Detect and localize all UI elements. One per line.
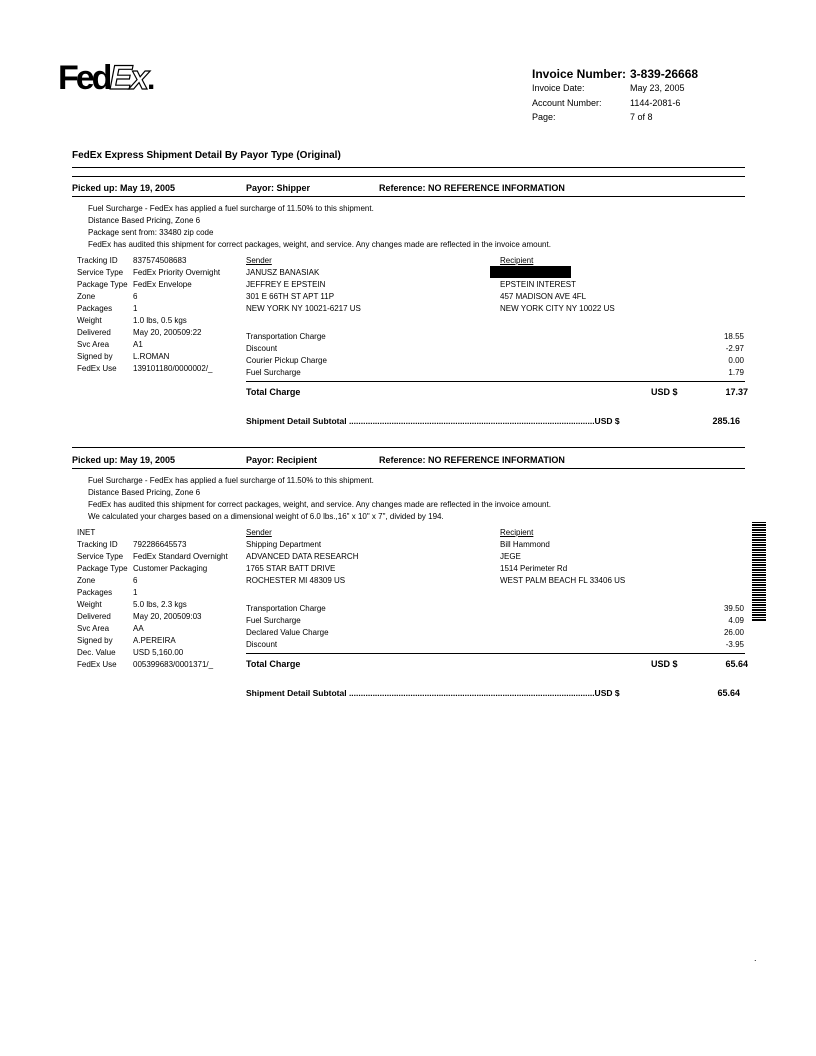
charge-amount: -3.95 [725, 640, 744, 649]
picked-up-date: Picked up: May 19, 2005 [72, 455, 176, 465]
detail-label: Delivered [77, 612, 111, 621]
detail-value: A.PEREIRA [133, 636, 176, 645]
shipment-detail-subtotal-label: Shipment Detail Subtotal ........................................................................................................USD $ [246, 416, 620, 426]
detail-value [133, 527, 228, 539]
charge-label: Fuel Surcharge [246, 368, 301, 377]
sender-block [246, 255, 361, 315]
logo-ex: Ex [109, 59, 148, 97]
detail-label: Package Type [77, 564, 128, 573]
recipient-line: Bill Hammond [500, 540, 550, 549]
shipment-detail-subtotal: 285.16 [712, 416, 740, 426]
footer-mark: . [754, 953, 757, 963]
charge-amounts [690, 603, 744, 651]
sender-label: Sender [246, 528, 272, 537]
detail-label: Package Type [77, 280, 128, 289]
detail-value: USD 5,160.00 [133, 648, 184, 657]
note-line: Distance Based Pricing, Zone 6 [88, 488, 201, 497]
divider [72, 196, 745, 197]
detail-value: FedEx Envelope [133, 280, 192, 289]
payor-type: Payor: Shipper [246, 183, 311, 193]
redaction-bar [490, 266, 571, 278]
sender-line: ROCHESTER MI 48309 US [246, 576, 346, 585]
shipment-notes [88, 475, 551, 523]
detail-label: FedEx Use [77, 660, 117, 669]
detail-value: L.ROMAN [133, 352, 170, 361]
charge-amount: 1.79 [728, 368, 744, 377]
divider [246, 381, 745, 382]
logo-fe: Fed [58, 59, 110, 97]
detail-label: Packages [77, 304, 113, 313]
sender-line: 301 E 66TH ST APT 11P [246, 292, 335, 301]
detail-label: Packages [77, 588, 113, 597]
charge-amounts [690, 331, 744, 379]
charge-label: Discount [246, 344, 278, 353]
divider [72, 447, 745, 448]
sender-line: ADVANCED DATA RESEARCH [246, 552, 359, 561]
charge-labels [246, 603, 329, 651]
charge-label: Courier Pickup Charge [246, 356, 327, 365]
invoice-number-label: Invoice Number: [532, 67, 627, 81]
section-title: FedEx Express Shipment Detail By Payor Type (Original) [72, 150, 341, 161]
total-currency: USD $ [651, 387, 678, 397]
reference: Reference: NO REFERENCE INFORMATION [379, 183, 565, 193]
detail-label: Dec. Value [77, 648, 116, 657]
note-line: Distance Based Pricing, Zone 6 [88, 216, 201, 225]
detail-label: Svc Area [77, 340, 110, 349]
sender-label: Sender [246, 256, 272, 265]
divider [72, 167, 745, 168]
detail-value: AA [133, 624, 144, 633]
page-label: Page: [532, 112, 556, 122]
recipient-line: NEW YORK CITY NY 10022 US [500, 304, 615, 313]
charge-label: Transportation Charge [246, 332, 326, 341]
sender-block [246, 527, 358, 587]
divider [72, 468, 745, 469]
details-values [133, 255, 220, 375]
invoice-date: May 23, 2005 [630, 83, 685, 93]
detail-label: INET [77, 528, 96, 537]
shipment-detail-subtotal-label: Shipment Detail Subtotal ........................................................................................................USD $ [246, 688, 620, 698]
recipient-line: 457 MADISON AVE 4FL [500, 292, 587, 301]
recipient-line: JEGE [500, 552, 521, 561]
detail-label: Tracking ID [77, 256, 118, 265]
picked-up-date: Picked up: May 19, 2005 [72, 183, 176, 193]
total-charge-label: Total Charge [246, 659, 301, 669]
sender-line: Shipping Department [246, 540, 322, 549]
logo-dot: . [147, 63, 153, 96]
details-labels [77, 527, 128, 671]
charge-label: Declared Value Charge [246, 628, 329, 637]
charge-amount: -2.97 [725, 344, 744, 353]
charge-amount: 18.55 [723, 332, 744, 341]
recipient-label: Recipient [500, 528, 534, 537]
charge-amount: 39.50 [723, 604, 744, 613]
page-number: 7 of 8 [630, 112, 653, 122]
shipment-notes [88, 203, 551, 251]
detail-value: 1 [133, 588, 138, 597]
barcode [752, 522, 766, 622]
note-line: FedEx has audited this shipment for correct packages, weight, and service. Any changes made are reflected in the invoice amount. [88, 500, 551, 509]
detail-value: 1.0 lbs, 0.5 kgs [133, 316, 187, 325]
note-line: FedEx has audited this shipment for correct packages, weight, and service. Any changes made are reflected in the invoice amount. [88, 240, 551, 249]
detail-label: Weight [77, 316, 102, 325]
tracking-id: 837574508683 [133, 256, 187, 265]
detail-value: FedEx Priority Overnight [133, 268, 221, 277]
account-number-label: Account Number: [532, 98, 602, 108]
sender-line: JEFFREY E EPSTEIN [246, 280, 326, 289]
total-charge-amount: 17.37 [725, 387, 748, 397]
total-currency: USD $ [651, 659, 678, 669]
charge-label: Fuel Surcharge [246, 616, 301, 625]
detail-label: Weight [77, 600, 102, 609]
total-charge-amount: 65.64 [725, 659, 748, 669]
recipient-label: Recipient [500, 256, 534, 265]
detail-value: May 20, 200509:22 [133, 328, 202, 337]
recipient-block [500, 527, 625, 587]
detail-label: Signed by [77, 636, 113, 645]
sender-line: 1765 STAR BATT DRIVE [246, 564, 336, 573]
detail-value: FedEx Standard Overnight [133, 552, 228, 561]
detail-label: Zone [77, 292, 96, 301]
charge-amount: 26.00 [723, 628, 744, 637]
detail-value: May 20, 200509:03 [133, 612, 202, 621]
sender-line: NEW YORK NY 10021-6217 US [246, 304, 361, 313]
divider [72, 176, 745, 177]
account-number: 1144-2081-6 [630, 98, 681, 108]
detail-label: Delivered [77, 328, 111, 337]
detail-label: FedEx Use [77, 364, 117, 373]
detail-value: 6 [133, 292, 138, 301]
total-charge-label: Total Charge [246, 387, 301, 397]
recipient-line: EPSTEIN INTEREST [500, 280, 577, 289]
detail-value: 139101180/0000002/_ [133, 364, 213, 373]
charge-labels [246, 331, 327, 379]
detail-label: Svc Area [77, 624, 110, 633]
detail-value: 5.0 lbs, 2.3 kgs [133, 600, 187, 609]
detail-label: Tracking ID [77, 540, 118, 549]
divider [246, 653, 745, 654]
recipient-block [500, 255, 615, 315]
detail-label: Service Type [77, 268, 124, 277]
detail-value: Customer Packaging [133, 564, 208, 573]
details-values [133, 527, 228, 671]
charge-label: Transportation Charge [246, 604, 326, 613]
recipient-line: 1514 Perimeter Rd [500, 564, 568, 573]
invoice-number: 3-839-26668 [630, 67, 699, 81]
detail-value: A1 [133, 340, 143, 349]
detail-value: 1 [133, 304, 138, 313]
note-line: Package sent from: 33480 zip code [88, 228, 214, 237]
detail-value: 6 [133, 576, 138, 585]
reference: Reference: NO REFERENCE INFORMATION [379, 455, 565, 465]
charge-amount: 4.09 [728, 616, 744, 625]
payor-type: Payor: Recipient [246, 455, 318, 465]
sender-line: JANUSZ BANASIAK [246, 268, 320, 277]
shipment-detail-subtotal: 65.64 [717, 688, 740, 698]
tracking-id: 792286645573 [133, 540, 187, 549]
note-line: Fuel Surcharge - FedEx has applied a fuel surcharge of 11.50% to this shipment. [88, 476, 374, 485]
detail-label: Service Type [77, 552, 124, 561]
detail-label: Signed by [77, 352, 113, 361]
charge-amount: 0.00 [728, 356, 744, 365]
detail-label: Zone [77, 576, 96, 585]
note-line: Fuel Surcharge - FedEx has applied a fuel surcharge of 11.50% to this shipment. [88, 204, 374, 213]
charge-label: Discount [246, 640, 278, 649]
detail-value: 005399683/0001371/_ [133, 660, 214, 669]
fedex-logo [58, 60, 152, 98]
details-labels [77, 255, 128, 375]
invoice-date-label: Invoice Date: [532, 83, 585, 93]
note-line: We calculated your charges based on a dimensional weight of 6.0 lbs.,16" x 10" x 7", divided by 194. [88, 512, 444, 521]
recipient-line: WEST PALM BEACH FL 33406 US [500, 576, 626, 585]
